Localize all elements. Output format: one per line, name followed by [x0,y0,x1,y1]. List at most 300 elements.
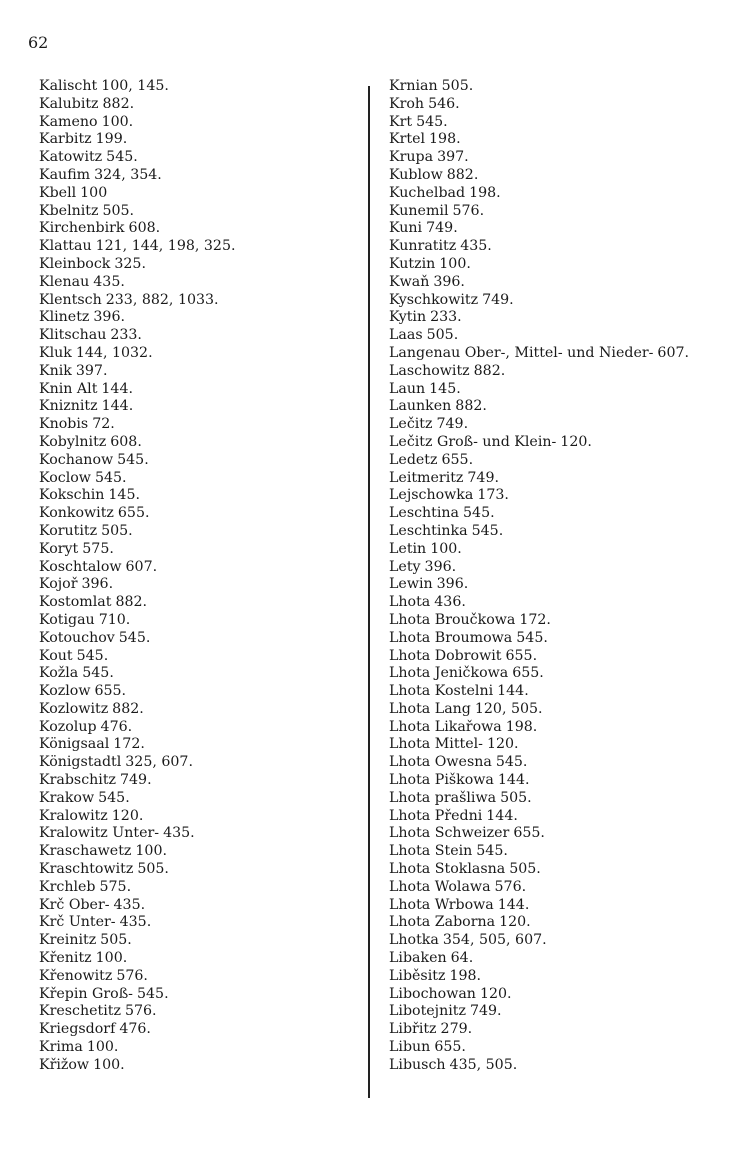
entry-page-refs: 436. [434,594,466,611]
index-entry [39,736,359,754]
entry-page-refs: 435. [163,825,195,842]
index-entry [389,736,739,754]
entry-place-name: Klinetz [39,309,90,326]
index-entry [39,541,359,559]
entry-place-name: Knobis [39,416,89,433]
index-entry [39,576,359,594]
entry-page-refs: 505. [101,522,133,539]
index-entry [389,363,739,381]
page-number: 62 [28,33,49,52]
entry-place-name: Libochowan [389,985,476,1002]
index-entry [39,772,359,790]
entry-page-refs: 545. [136,985,169,1002]
index-entry [39,203,359,221]
index-entry [389,648,739,666]
index-entry [39,968,359,986]
index-entry [389,78,739,96]
entry-place-name: Krima [39,1039,83,1056]
entry-page-refs: 100. [95,950,128,967]
entry-place-name: Lewin [389,576,433,593]
entry-page-refs: 100. [135,843,167,860]
index-entry [39,505,359,523]
entry-place-name: Königsaal [39,736,110,753]
index-entry [389,1021,739,1039]
entry-page-refs: 655. [513,825,545,842]
entry-page-refs: 198. [469,184,501,201]
entry-page-refs: 144. [497,683,529,700]
entry-place-name: Koschtalow [39,558,122,575]
index-entry [39,665,359,683]
entry-page-refs: 545. [495,754,528,771]
index-entry [389,309,739,327]
entry-page-refs: 545. [117,451,149,468]
entry-place-name: Königstadtl [39,754,122,771]
entry-place-name: Kbell [39,184,77,201]
entry-place-name: Kozolup [39,718,97,735]
entry-place-name: Ledetz [389,451,438,468]
index-entry [389,932,739,950]
entry-page-refs: 233. [110,327,142,344]
entry-place-name: Lhota Schweizer [389,825,510,842]
entry-place-name: Letin [389,540,427,557]
entry-page-refs: 749. [467,469,499,486]
entry-page-refs: 576. [124,1003,157,1020]
entry-place-name: Libaken [389,950,447,967]
index-entry [389,487,739,505]
entry-place-name: Lhota prašliwa [389,789,497,806]
entry-page-refs: 144. [497,896,530,913]
entry-page-refs: 545. [76,647,109,664]
entry-page-refs: 198. [429,131,461,148]
entry-place-name: Lhota Zaborna [389,914,496,931]
index-entry [389,701,739,719]
index-entry [389,683,739,701]
entry-place-name: Korutitz [39,522,98,539]
entry-page-refs: 435. [460,238,492,255]
index-entry [39,648,359,666]
index-entry [39,1003,359,1021]
entry-place-name: Kuchelbad [389,184,466,201]
entry-page-refs: 120, 505. [474,700,543,717]
entry-page-refs: 198. [505,718,538,735]
entry-place-name: Lhota Kostelni [389,683,494,700]
entry-page-refs: 435. [113,896,146,913]
index-entry [39,274,359,292]
entry-page-refs: 710. [98,611,131,628]
entry-place-name: Lečitz Groß- und Klein- [389,433,557,450]
index-entry [39,701,359,719]
index-entry [39,612,359,630]
index-entry [389,825,739,843]
entry-place-name: Kleinbock [39,255,111,272]
index-entry [39,398,359,416]
index-entry [389,381,739,399]
entry-page-refs: 882. [112,700,144,717]
index-entry [39,790,359,808]
index-entry [389,1039,739,1057]
entry-page-refs: 882. [115,594,148,611]
index-entry [389,719,739,737]
entry-page-refs: 505. [500,789,532,806]
index-entry [389,185,739,203]
entry-place-name: Lhota Stoklasna [389,861,506,878]
entry-page-refs: 545. [82,665,114,682]
index-entry [389,968,739,986]
entry-page-refs: 608. [128,220,161,237]
index-entry [389,398,739,416]
entry-place-name: Lhota Dobrowit [389,647,502,664]
entry-page-refs: 120. [479,985,512,1002]
entry-place-name: Křepin Groß- [39,985,133,1002]
entry-place-name: Křižow [39,1056,90,1073]
entry-place-name: Krchleb [39,878,96,895]
entry-page-refs: 545. [516,629,548,646]
entry-page-refs: 279. [440,1021,473,1038]
index-entry [39,914,359,932]
entry-place-name: Krč Ober- [39,896,110,913]
index-entry [39,381,359,399]
entry-page-refs: 72. [92,416,115,433]
entry-place-name: Lhota Lang [389,700,471,717]
index-entry [389,790,739,808]
entry-place-name: Lhota Piškowa [389,772,494,789]
entry-place-name: Kbelnitz [39,202,99,219]
entry-place-name: Lhotka [389,932,439,949]
index-entry [389,843,739,861]
entry-page-refs: 325, 607. [125,754,193,771]
entry-place-name: Kožla [39,665,79,682]
entry-page-refs: 576. [494,878,527,895]
index-entry [389,203,739,221]
entry-place-name: Kniznitz [39,398,98,415]
index-entry [389,523,739,541]
index-entry [389,950,739,968]
entry-page-refs: 396. [436,576,469,593]
entry-page-refs: 435. [119,914,152,931]
index-entry [39,843,359,861]
entry-place-name: Kameno [39,113,98,130]
entry-place-name: Křenowitz [39,967,113,984]
entry-page-refs: 100. [93,1056,125,1073]
entry-place-name: Kluk [39,344,72,361]
entry-place-name: Libřitz [389,1021,437,1038]
entry-page-refs: 145. [429,380,461,397]
index-entry [39,594,359,612]
index-entry [39,487,359,505]
entry-page-refs: 545. [471,522,504,539]
entry-place-name: Laas [389,327,423,344]
entry-page-refs: 173. [477,487,509,504]
entry-page-refs: 882. [446,166,479,183]
index-entry [39,630,359,648]
entry-page-refs: 655. [117,505,150,522]
entry-place-name: Kostomlat [39,594,112,611]
entry-place-name: Kirchenbirk [39,220,125,237]
index-entry [389,470,739,488]
index-entry [389,274,739,292]
entry-page-refs: 100. [86,1039,119,1056]
index-entry [389,665,739,683]
entry-place-name: Lhota Jeničkowa [389,665,509,682]
entry-page-refs: 655. [512,665,544,682]
index-entry [389,914,739,932]
entry-place-name: Krnian [389,78,438,94]
entry-page-refs: 121, 144, 198, 325. [95,238,236,255]
entry-page-refs: 505. [100,932,132,949]
entry-place-name: Kyschkowitz [389,291,479,308]
index-entry [389,327,739,345]
entry-page-refs: 655. [434,1039,466,1056]
index-entry [389,149,739,167]
entry-place-name: Koclow [39,469,91,486]
index-entry [389,861,739,879]
entry-page-refs: 505. [426,327,459,344]
index-entry [39,1021,359,1039]
entry-page-refs: 476. [119,1021,151,1038]
entry-place-name: Lhota [389,594,431,611]
index-entry [39,950,359,968]
index-entry [39,719,359,737]
entry-place-name: Kalischt [39,78,98,94]
entry-place-name: Kraschawetz [39,843,132,860]
index-entry [39,470,359,488]
entry-place-name: Leschtinka [389,522,468,539]
entry-page-refs: 233, 882, 1033. [105,291,219,308]
index-entry [389,879,739,897]
entry-page-refs: 655. [505,647,538,664]
column-divider [368,86,370,1098]
index-entry [39,238,359,256]
index-entry [389,1057,739,1075]
index-entry [389,416,739,434]
entry-page-refs: 354, 505, 607. [442,932,547,949]
index-entry [389,612,739,630]
entry-page-refs: 575. [99,878,132,895]
index-entry [389,594,739,612]
entry-page-refs: 396. [81,576,114,593]
entry-page-refs: 545. [98,789,130,806]
index-entry [389,772,739,790]
entry-place-name: Kojoř [39,576,78,593]
entry-place-name: Kalubitz [39,95,99,112]
index-column-right [389,78,739,1075]
index-entry [389,505,739,523]
index-entry [39,292,359,310]
entry-place-name: Lhota Owesna [389,754,492,771]
entry-place-name: Krakow [39,789,95,806]
entry-place-name: Katowitz [39,149,103,166]
entry-place-name: Lhota Broučkowa [389,611,516,628]
entry-place-name: Kokschin [39,487,105,504]
entry-place-name: Konkowitz [39,505,114,522]
entry-page-refs: 435. [93,273,125,290]
entry-place-name: Kozlowitz [39,700,109,717]
entry-place-name: Kaufim [39,166,91,183]
entry-page-refs: 545. [476,843,508,860]
entry-page-refs: 144, 1032. [75,344,153,361]
index-entry [389,256,739,274]
index-entry [39,986,359,1004]
index-entry [389,754,739,772]
entry-page-refs: 749. [469,1003,502,1020]
entry-page-refs: 655. [441,451,474,468]
index-entry [389,238,739,256]
entry-page-refs: 546. [428,95,460,112]
entry-place-name: Leschtina [389,505,460,522]
entry-place-name: Lhota Mittel- [389,736,483,753]
entry-place-name: Klentsch [39,291,102,308]
entry-place-name: Lety [389,558,421,575]
entry-page-refs: 120. [111,807,144,824]
entry-page-refs: 325. [114,255,146,272]
index-entry [389,292,739,310]
index-entry [39,185,359,203]
entry-place-name: Krupa [389,149,434,166]
entry-page-refs: 882. [473,362,506,379]
entry-place-name: Lhota Předni [389,807,483,824]
index-entry [39,345,359,363]
entry-place-name: Libotejnitz [389,1003,466,1020]
entry-place-name: Libun [389,1039,431,1056]
entry-page-refs: 324, 354. [94,166,162,183]
index-entry [389,434,739,452]
index-entry [389,1003,739,1021]
entry-place-name: Kriegsdorf [39,1021,116,1038]
index-entry [39,327,359,345]
entry-page-refs: 882. [102,95,135,112]
entry-place-name: Krtel [389,131,426,148]
entry-page-refs: 545. [118,629,151,646]
entry-place-name: Kublow [389,166,443,183]
entry-page-refs: 145. [108,487,140,504]
entry-place-name: Klenau [39,273,90,290]
entry-place-name: Kotouchov [39,629,115,646]
index-entry [389,452,739,470]
entry-page-refs: 576. [116,967,148,984]
index-entry [39,861,359,879]
entry-page-refs: 545. [94,469,127,486]
entry-place-name: Kreschetitz [39,1003,121,1020]
entry-page-refs: 749. [436,416,469,433]
entry-page-refs: 199. [95,131,128,148]
entry-place-name: Kout [39,647,73,664]
entry-place-name: Leitmeritz [389,469,464,486]
entry-page-refs: 120. [486,736,519,753]
entry-place-name: Krt [389,113,413,130]
entry-place-name: Kraschtowitz [39,861,134,878]
entry-place-name: Lhota Broumowa [389,629,513,646]
index-entry [39,559,359,577]
index-entry [389,131,739,149]
entry-place-name: Kralowitz Unter- [39,825,160,842]
entry-place-name: Klattau [39,238,92,255]
entry-place-name: Kwaň [389,273,430,290]
entry-place-name: Launken [389,398,452,415]
index-entry [389,220,739,238]
entry-place-name: Libusch [389,1056,446,1073]
entry-page-refs: 608. [110,433,142,450]
entry-page-refs: 172. [519,611,551,628]
entry-place-name: Krabschitz [39,772,116,789]
entry-page-refs: 100. [430,540,462,557]
index-entry [389,345,739,363]
index-entry [389,986,739,1004]
index-entry [39,825,359,843]
index-entry [39,434,359,452]
entry-page-refs: 396. [433,273,465,290]
entry-page-refs: 505. [137,861,169,878]
index-entry [389,114,739,132]
entry-place-name: Kroh [389,95,425,112]
index-entry [389,808,739,826]
entry-page-refs: 396. [424,558,457,575]
entry-place-name: Kunemil [389,202,449,219]
entry-place-name: Kralowitz [39,807,108,824]
index-entry [39,523,359,541]
entry-page-refs: 545. [416,113,448,130]
entry-page-refs: 655. [94,683,127,700]
entry-place-name: Lhota Wrbowa [389,896,494,913]
entry-place-name: Knik [39,362,72,379]
entry-place-name: Kuni [389,220,423,237]
entry-place-name: Lečitz [389,416,433,433]
entry-place-name: Krč Unter- [39,914,116,931]
entry-place-name: Kobylnitz [39,433,107,450]
entry-place-name: Kutzin [389,255,436,272]
index-entry [39,683,359,701]
index-entry [389,96,739,114]
entry-place-name: Křenitz [39,950,92,967]
entry-page-refs: 100 [80,184,108,201]
index-entry [389,167,739,185]
entry-page-refs: 607. [125,558,158,575]
index-column-left [39,78,359,1075]
index-entry [39,96,359,114]
index-entry [39,416,359,434]
entry-page-refs: 120. [560,433,592,450]
entry-place-name: Kochanow [39,451,114,468]
entry-page-refs: 575. [82,540,114,557]
entry-place-name: Lhota Stein [389,843,473,860]
index-entry [39,309,359,327]
index-entry [39,808,359,826]
entry-place-name: Kunratitz [389,238,457,255]
entry-page-refs: 476. [100,718,133,735]
entry-place-name: Karbitz [39,131,92,148]
entry-place-name: Kotigau [39,611,95,628]
entry-page-refs: 749. [120,772,152,789]
entry-page-refs: 607. [657,344,690,361]
index-entry [39,754,359,772]
entry-page-refs: 435, 505. [449,1056,518,1073]
entry-place-name: Kozlow [39,683,91,700]
entry-page-refs: 198. [449,967,482,984]
entry-place-name: Knin Alt [39,380,98,397]
index-entry [39,220,359,238]
index-entry [39,114,359,132]
entry-place-name: Laschowitz [389,362,470,379]
entry-place-name: Laun [389,380,426,397]
entry-page-refs: 144. [101,380,133,397]
entry-place-name: Liběsitz [389,967,446,984]
index-entry [389,559,739,577]
entry-place-name: Kytin [389,309,427,326]
entry-page-refs: 233. [430,309,462,326]
index-entry [39,131,359,149]
index-entry [389,630,739,648]
entry-page-refs: 100. [439,255,471,272]
index-entry [39,932,359,950]
